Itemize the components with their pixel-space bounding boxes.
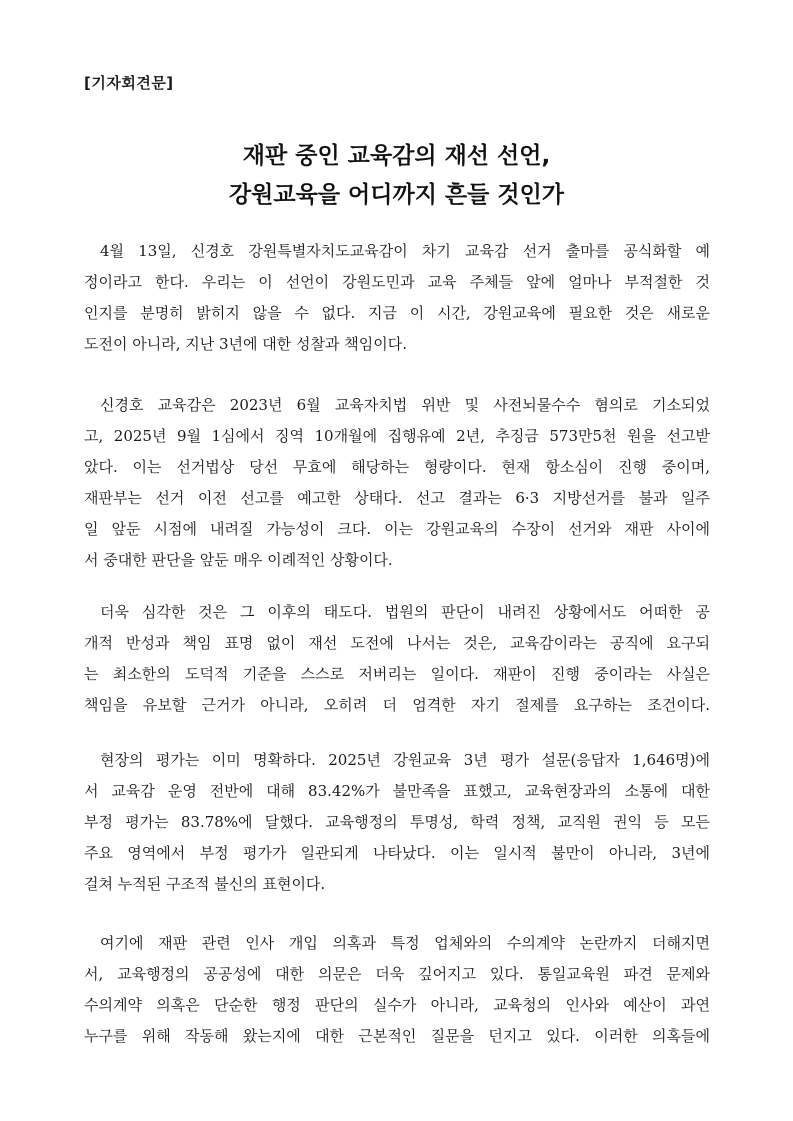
paragraph-line: 부정 평가는 83.78%에 달했다. 교육행정의 투명성, 학력 정책, 교직원 권익 등 모든 [84, 813, 710, 831]
paragraph-1 [84, 236, 710, 360]
paragraph-3 [84, 597, 710, 721]
paragraph-line: 4월 13일, 신경호 강원특별자치도교육감이 차기 교육감 선거 출마를 공식화할 예 [100, 242, 710, 260]
paragraph-line: 걸쳐 누적된 구조적 불신의 표현이다. [84, 875, 326, 893]
paragraph-4 [84, 745, 710, 900]
paragraph-line: 신경호 교육감은 2023년 6월 교육자치법 위반 및 사전뇌물수수 혐의로 기소되었 [100, 396, 710, 414]
paragraph-line: 책임을 유보할 근거가 아니라, 오히려 더 엄격한 자기 절제를 요구하는 조건이다. [84, 696, 710, 714]
paragraph-line: 재판부는 선거 이전 선고를 예고한 상태다. 선고 결과는 6·3 지방선거를 불과 일주 [84, 489, 710, 507]
paragraph-line: 정이라고 한다. 우리는 이 선언이 강원도민과 교육 주체들 앞에 얼마나 부적절한 것 [84, 273, 710, 291]
paragraph-line: 고, 2025년 9월 1심에서 징역 10개월에 집행유예 2년, 추징금 573만5천 원을 선고받 [84, 427, 710, 445]
paragraph-line: 서, 교육행정의 공공성에 대한 의문은 더욱 깊어지고 있다. 통일교육원 파견 문제와 [84, 965, 710, 983]
page-title-line-1: 재판 중인 교육감의 재선 선언, [242, 143, 551, 169]
paragraph-line: 서 중대한 판단을 앞둔 매우 이례적인 상황이다. [84, 551, 393, 569]
paragraph-line: 서 교육감 운영 전반에 대해 83.42%가 불만족을 표했고, 교육현장과의 소통에 대한 [84, 782, 710, 800]
paragraph-line: 더욱 심각한 것은 그 이후의 태도다. 법원의 판단이 내려진 상황에서도 어떠한 공 [100, 603, 710, 621]
paragraph-line: 수의계약 의혹은 단순한 행정 판단의 실수가 아니라, 교육청의 인사와 예산이 과연 [84, 996, 710, 1014]
document-tag: [기자회견문] [84, 74, 174, 92]
paragraph-line: 일 앞둔 시점에 내려질 가능성이 크다. 이는 강원교육의 수장이 선거와 재판 사이에 [84, 520, 710, 538]
paragraph-line: 는 최소한의 도덕적 기준을 스스로 저버리는 일이다. 재판이 진행 중이라는 사실은 [84, 665, 710, 683]
paragraph-2 [84, 390, 710, 576]
paragraph-line: 여기에 재판 관련 인사 개입 의혹과 특정 업체와의 수의계약 논란까지 더해지면 [100, 934, 710, 952]
paragraph-line: 도전이 아니라, 지난 3년에 대한 성찰과 책임이다. [84, 335, 407, 353]
paragraph-line: 누구를 위해 작동해 왔는지에 대한 근본적인 질문을 던지고 있다. 이러한 의혹들에 [84, 1027, 710, 1045]
page-title-line-2: 강원교육을 어디까지 흔들 것인가 [228, 182, 565, 208]
paragraph-line: 개적 반성과 책임 표명 없이 재선 도전에 나서는 것은, 교육감이라는 공직에 요구되 [84, 634, 710, 652]
paragraph-5 [84, 928, 710, 1052]
paragraph-line: 현장의 평가는 이미 명확하다. 2025년 강원교육 3년 평가 설문(응답자 1,646명)에 [100, 751, 710, 769]
paragraph-line: 인지를 분명히 밝히지 않을 수 없다. 지금 이 시간, 강원교육에 필요한 것은 새로운 [84, 304, 710, 322]
paragraph-line: 았다. 이는 선거법상 당선 무효에 해당하는 형량이다. 현재 항소심이 진행 중이며, [84, 458, 710, 476]
paragraph-line: 주요 영역에서 부정 평가가 일관되게 나타났다. 이는 일시적 불만이 아니라, 3년에 [84, 844, 710, 862]
